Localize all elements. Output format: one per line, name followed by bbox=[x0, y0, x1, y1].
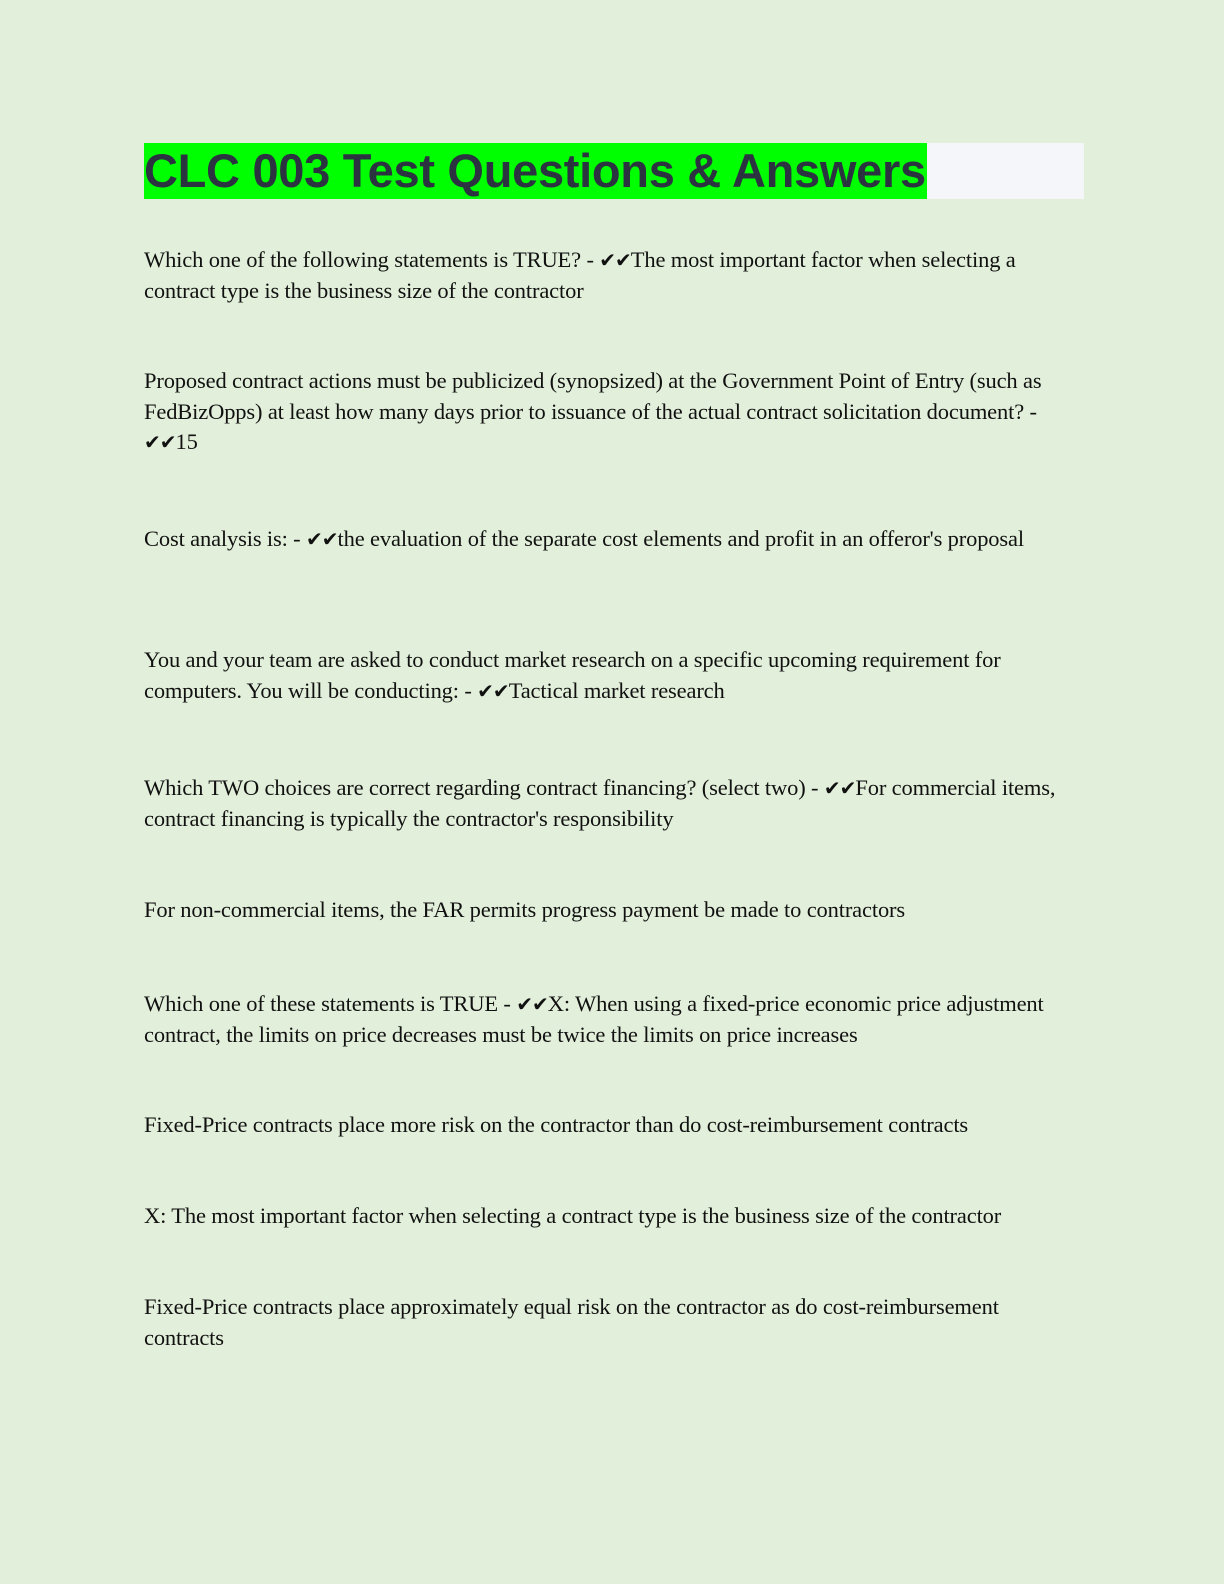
answer-text: For commercial items, contract financing is typically the contractor's responsibility bbox=[144, 775, 1056, 831]
answer-text: the evaluation of the separate cost elements and profit in an offeror's proposal bbox=[337, 526, 1024, 551]
answer-line-9 bbox=[144, 1201, 1084, 1232]
title-highlight bbox=[144, 143, 927, 199]
double-check-icon: ✔✔ bbox=[477, 678, 509, 703]
double-check-icon: ✔✔ bbox=[823, 776, 856, 800]
qa-entry-3 bbox=[144, 524, 1084, 555]
document-title: CLC 003 Test Questions & Answers bbox=[144, 144, 926, 197]
double-check-icon: ✔✔ bbox=[599, 248, 631, 272]
answer-text: Fixed-Price contracts place approximately equal risk on the contractor as do cost-reimbursement contracts bbox=[144, 1294, 999, 1350]
answer-text: X: When using a fixed-price economic price adjustment contract, the limits on price decreases must be twice the limits on price increases bbox=[144, 991, 1044, 1047]
question-text: Which one of these statements is TRUE - bbox=[144, 991, 517, 1016]
question-text: You and your team are asked to conduct market research on a specific upcoming requirement for computers. You will be conducting: - bbox=[144, 647, 1001, 703]
question-text: Which one of the following statements is TRUE? - bbox=[144, 247, 600, 272]
answer-text: Fixed-Price contracts place more risk on the contractor than do cost-reimbursement contracts bbox=[144, 1112, 969, 1137]
title-bar bbox=[144, 143, 1084, 199]
double-check-icon: ✔✔ bbox=[516, 992, 548, 1016]
answer-text: X: The most important factor when selecting a contract type is the business size of the contractor bbox=[144, 1203, 1002, 1228]
question-text: Proposed contract actions must be publicized (synopsized) at the Government Point of Entry (such as FedBizOpps) at least how many days prior to issuance of the actual contract solicitation document? - bbox=[144, 368, 1042, 424]
document-page bbox=[144, 143, 1084, 1350]
qa-entry-2 bbox=[144, 366, 1084, 458]
answer-text: The most important factor when selecting a contract type is the business size of the contractor bbox=[144, 247, 1016, 303]
answer-line-8 bbox=[144, 1110, 1084, 1141]
qa-entry-1 bbox=[144, 245, 1084, 306]
qa-entry-7 bbox=[144, 989, 1084, 1050]
double-check-icon: ✔✔ bbox=[144, 430, 176, 454]
answer-text: For non-commercial items, the FAR permits progress payment be made to contractors bbox=[144, 897, 905, 922]
answer-line-6 bbox=[144, 895, 1084, 926]
answer-text: Tactical market research bbox=[508, 677, 725, 703]
qa-entry-4 bbox=[144, 645, 1084, 706]
question-text: Cost analysis is: - bbox=[144, 526, 307, 551]
answer-line-10 bbox=[144, 1292, 1084, 1353]
double-check-icon: ✔✔ bbox=[306, 527, 338, 551]
question-text: Which TWO choices are correct regarding contract financing? (select two) - bbox=[144, 775, 824, 800]
qa-entry-5 bbox=[144, 773, 1084, 834]
answer-text: 15 bbox=[175, 429, 198, 454]
